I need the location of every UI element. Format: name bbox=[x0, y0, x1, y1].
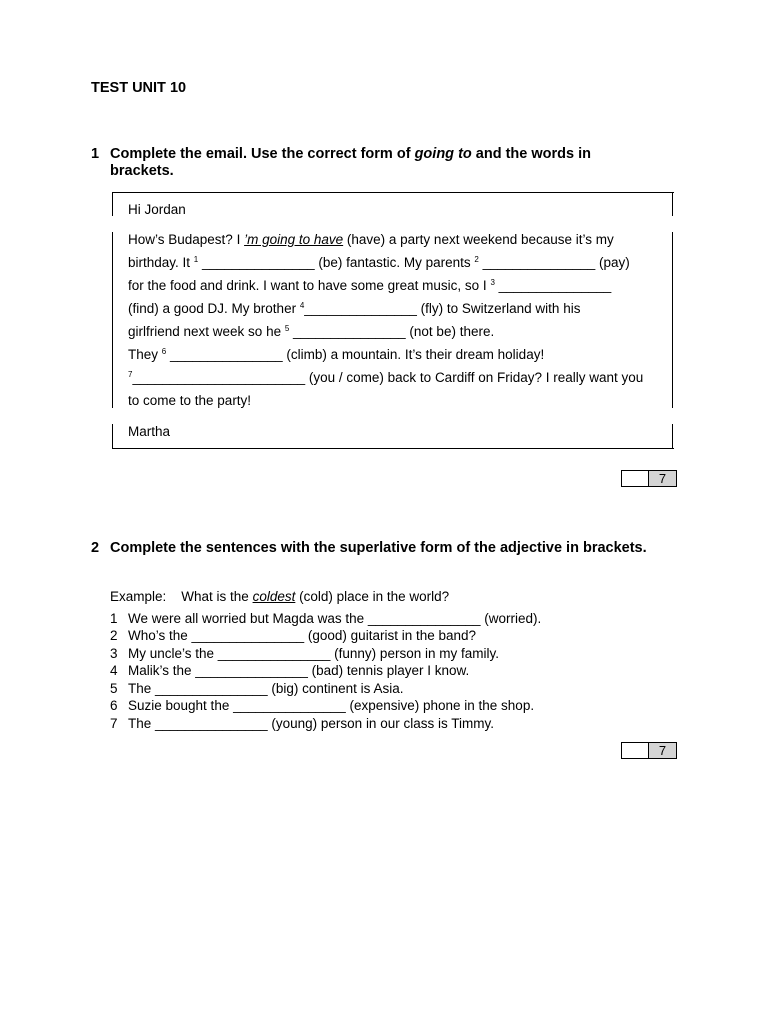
item-text: My uncle’s the _______________ (funny) person in my family. bbox=[128, 646, 499, 661]
question-2-number: 2 bbox=[91, 540, 100, 556]
l4-a: (find) a good DJ. My brother bbox=[128, 301, 300, 316]
email-line-3 bbox=[128, 278, 611, 293]
item-number: 1 bbox=[110, 611, 118, 626]
email-greeting-frame bbox=[112, 192, 673, 216]
example-label: Example: bbox=[110, 589, 167, 604]
l1-post: (have) a party next weekend because it’s my bbox=[343, 232, 614, 247]
l4-b: _______________ (fly) to Switzerland with his bbox=[304, 301, 581, 316]
item-number: 6 bbox=[110, 698, 118, 713]
l6-a: They bbox=[128, 347, 162, 362]
list-item bbox=[110, 663, 469, 678]
gap-6-number: 6 bbox=[161, 347, 167, 356]
score-total: 7 bbox=[649, 471, 676, 486]
q1-instr-post: and the words in brackets. bbox=[110, 146, 591, 179]
email-line-7 bbox=[128, 370, 643, 385]
gap-1-number: 1 bbox=[193, 255, 199, 264]
list-item bbox=[110, 716, 494, 731]
page-title: TEST UNIT 10 bbox=[91, 80, 187, 96]
l5-a: girlfriend next week so he bbox=[128, 324, 285, 339]
l7-b: _______________________ (you / come) back to Cardiff on Friday? I really want you bbox=[132, 370, 644, 385]
example-post: (cold) place in the world? bbox=[295, 589, 450, 604]
email-line-8: to come to the party! bbox=[128, 393, 252, 408]
email-bottom-border bbox=[112, 448, 674, 449]
item-number: 7 bbox=[110, 716, 118, 731]
gap-4-number: 4 bbox=[299, 301, 305, 310]
score-total: 7 bbox=[649, 743, 676, 758]
q1-instr-pre: Complete the email. Use the correct form of bbox=[110, 146, 415, 162]
item-number: 3 bbox=[110, 646, 118, 661]
email-line-1 bbox=[128, 232, 614, 247]
item-text: We were all worried but Magda was the _______________ (worried). bbox=[128, 611, 542, 626]
q1-instr-italic: going to bbox=[414, 146, 472, 162]
item-text: Malik’s the _______________ (bad) tennis player I know. bbox=[128, 663, 470, 678]
email-greeting: Hi Jordan bbox=[128, 202, 186, 217]
question-1-instruction bbox=[110, 146, 650, 180]
list-item bbox=[110, 698, 534, 713]
l5-b: _______________ (not be) there. bbox=[289, 324, 495, 339]
question-1-score-box bbox=[621, 470, 677, 487]
email-line-5 bbox=[128, 324, 494, 339]
question-2-instruction: Complete the sentences with the superlative form of the adjective in brackets. bbox=[110, 540, 647, 556]
l1-pre: How’s Budapest? I bbox=[128, 232, 245, 247]
l2-a: birthday. It bbox=[128, 255, 194, 270]
gap-2-number: 2 bbox=[474, 255, 479, 264]
item-text: The _______________ (young) person in our class is Timmy. bbox=[128, 716, 494, 731]
item-number: 5 bbox=[110, 681, 118, 696]
gap-3-number: 3 bbox=[490, 278, 495, 287]
list-item bbox=[110, 611, 541, 626]
item-text: Suzie bought the _______________ (expensive) phone in the shop. bbox=[128, 698, 535, 713]
l3-a: for the food and drink. I want to have some great music, so I bbox=[128, 278, 491, 293]
email-signoff: Martha bbox=[128, 424, 171, 439]
l2-c: _______________ (pay) bbox=[478, 255, 630, 270]
example-line bbox=[110, 589, 449, 604]
email-box bbox=[112, 192, 674, 450]
item-number: 4 bbox=[110, 663, 118, 678]
gap-7-number: 7 bbox=[128, 370, 133, 379]
score-entry[interactable] bbox=[622, 743, 649, 758]
list-item bbox=[110, 628, 476, 643]
list-item bbox=[110, 646, 499, 661]
l1-example-answer: ’m going to have bbox=[244, 232, 344, 247]
gap-5-number: 5 bbox=[284, 324, 290, 333]
score-entry[interactable] bbox=[622, 471, 649, 486]
item-number: 2 bbox=[110, 628, 118, 643]
item-text: Who’s the _______________ (good) guitarist in the band? bbox=[128, 628, 477, 643]
email-line-4 bbox=[128, 301, 580, 316]
list-item bbox=[110, 681, 403, 696]
email-signoff-frame bbox=[112, 424, 673, 448]
email-line-2 bbox=[128, 255, 630, 270]
email-line-6 bbox=[128, 347, 544, 362]
l3-b: _______________ bbox=[494, 278, 612, 293]
example-answer: coldest bbox=[252, 589, 296, 604]
example-pre: What is the bbox=[181, 589, 253, 604]
l2-b: _______________ (be) fantastic. My parents bbox=[198, 255, 475, 270]
l6-b: _______________ (climb) a mountain. It’s their dream holiday! bbox=[166, 347, 545, 362]
item-text: The _______________ (big) continent is Asia. bbox=[128, 681, 404, 696]
question-1-number: 1 bbox=[91, 146, 100, 162]
question-2-score-box bbox=[621, 742, 677, 759]
